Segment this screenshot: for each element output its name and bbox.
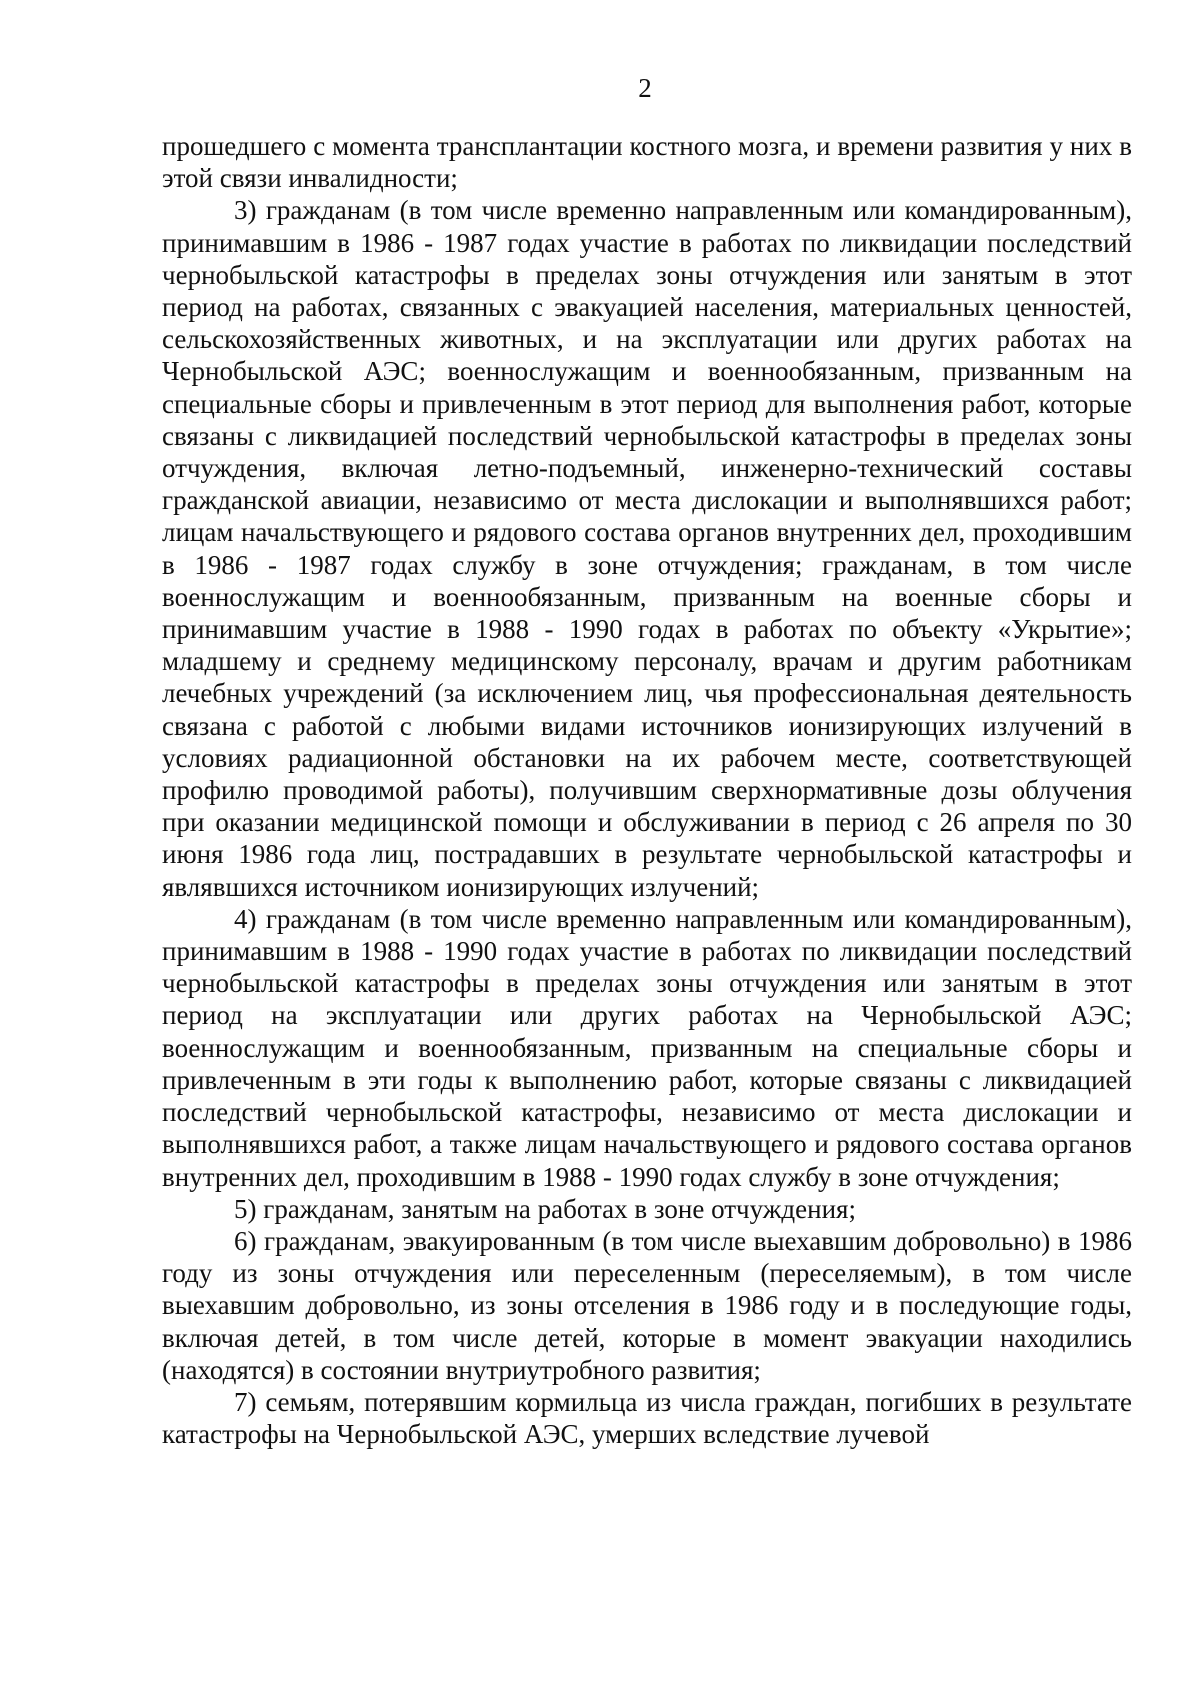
paragraph-item-5: 5) гражданам, занятым на работах в зоне отчуждения; — [234, 1193, 856, 1224]
paragraph-continuation: прошедшего с момента трансплантации костного мозга, и времени развития у них в этой связи инвалидности; — [162, 131, 1132, 194]
page-number: 2 — [638, 73, 652, 103]
document-body — [162, 130, 1132, 1450]
paragraph-item-6: 6) гражданам, эвакуированным (в том числе выехавшим добровольно) в 1986 году из зоны отчуждения или переселенным (переселяемым), в том числе выехавшим добровольно, из зоны отселения в 1986 году и в последующие годы, включая детей, в том числе детей, которые в момент эвакуации находились (находятся) в состоянии внутриутробного развития; — [162, 1225, 1132, 1385]
paragraph-item-4: 4) гражданам (в том числе временно направленным или командированным), принимавшим в 1988 - 1990 годах участие в работах по ликвидации последствий чернобыльской катастрофы в пределах зоны отчуждения или занятым в этот период на эксплуатации или других работах на Чернобыльской АЭС; военнослужащим и военнообязанным, призванным на специальные сборы и привлеченным в эти годы к выполнению работ, которые связаны с ликвидацией последствий чернобыльской катастрофы, независимо от места дислокации и выполнявшихся работ, а также лицам начальствующего и рядового состава органов внутренних дел, проходившим в 1988 - 1990 годах службу в зоне отчуждения; — [162, 903, 1132, 1192]
paragraph-item-7: 7) семьям, потерявшим кормильца из числа граждан, погибших в результате катастрофы на Чернобыльской АЭС, умерших вследствие лучевой — [162, 1386, 1132, 1450]
paragraph-item-3: 3) гражданам (в том числе временно направленным или командированным), принимавшим в 1986 - 1987 годах участие в работах по ликвидации последствий чернобыльской катастрофы в пределах зоны отчуждения или занятым в этот период на работах, связанных с эвакуацией населения, материальных ценностей, сельскохозяйственных животных, и на эксплуатации или других работах на Чернобыльской АЭС; военнослужащим и военнообязанным, призванным на специальные сборы и привлеченным в этот период для выполнения работ, которые связаны с ликвидацией последствий чернобыльской катастрофы в пределах зоны отчуждения, включая летно-подъемный, инженерно-технический составы гражданской авиации, независимо от места дислокации и выполнявшихся работ; лицам начальствующего и рядового состава органов внутренних дел, проходившим в 1986 - 1987 годах службу в зоне отчуждения; гражданам, в том числе военнослужащим и военнообязанным, призванным на военные сборы и принимавшим участие в 1988 - 1990 годах в работах по объекту «Укрытие»; младшему и среднему медицинскому персоналу, врачам и другим работникам лечебных учреждений (за исключением лиц, чья профессиональная деятельность связана с работой с любыми видами источников ионизирующих излучений в условиях радиационной обстановки на их рабочем месте, соответствующей профилю проводимой работы), получившим сверхнормативные дозы облучения при оказании медицинской помощи и обслуживании в период с 26 апреля по 30 июня 1986 года лиц, пострадавших в результате чернобыльской катастрофы и являвшихся источником ионизирующих излучений; — [162, 195, 1132, 902]
